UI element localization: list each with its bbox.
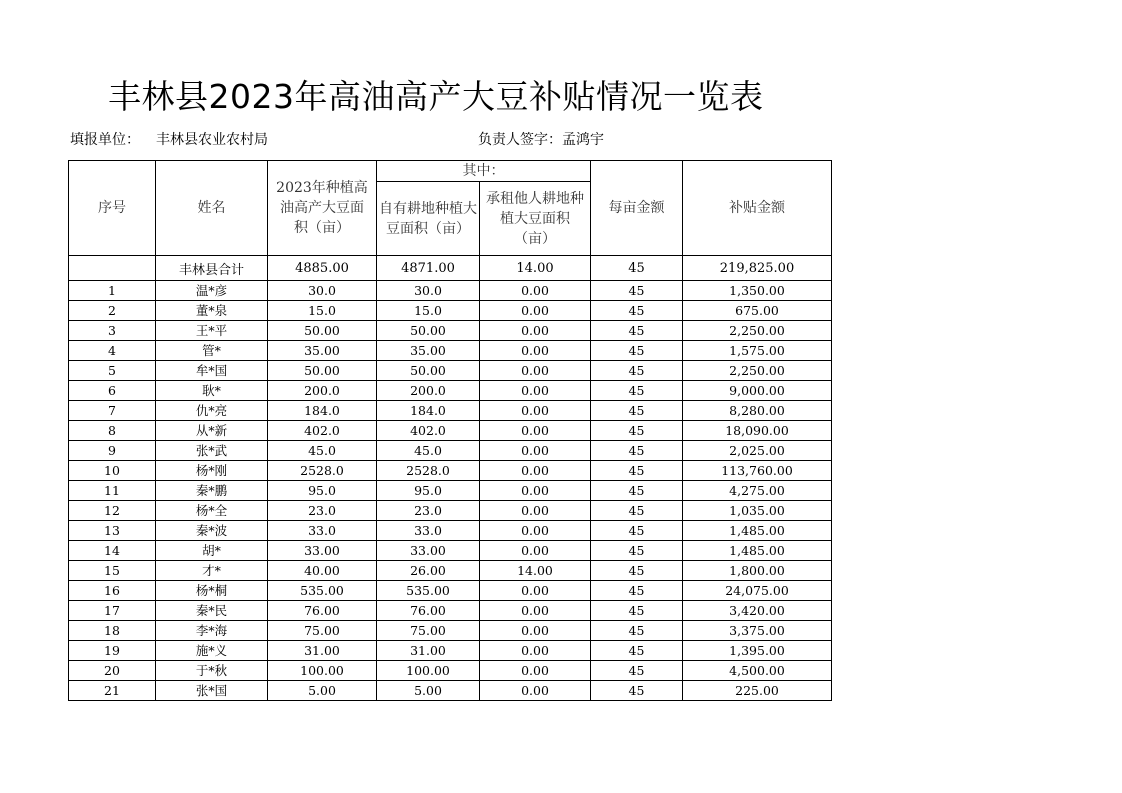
cell-seq: 14 (69, 541, 156, 561)
cell-per-mu: 45 (591, 321, 683, 341)
cell-seq: 13 (69, 521, 156, 541)
cell-own-area: 76.00 (377, 601, 480, 621)
cell-seq: 2 (69, 301, 156, 321)
cell-own-area: 100.00 (377, 661, 480, 681)
table-row (69, 661, 832, 681)
cell-subsidy: 2,250.00 (683, 321, 832, 341)
header-per-mu: 每亩金额 (591, 161, 683, 256)
cell-subsidy: 1,485.00 (683, 521, 832, 541)
cell-total-area: 30.0 (268, 281, 377, 301)
cell-total-area: 95.0 (268, 481, 377, 501)
cell-name: 秦*民 (156, 601, 268, 621)
cell-total-area: 23.0 (268, 501, 377, 521)
cell-own-area: 26.00 (377, 561, 480, 581)
cell-per-mu: 45 (591, 641, 683, 661)
cell-per-mu: 45 (591, 341, 683, 361)
cell-name: 秦*鹏 (156, 481, 268, 501)
cell-rented-area: 0.00 (480, 301, 591, 321)
cell-seq: 6 (69, 381, 156, 401)
cell-own-area: 200.0 (377, 381, 480, 401)
cell-total-area: 33.0 (268, 521, 377, 541)
cell-rented-area: 0.00 (480, 681, 591, 701)
cell-per-mu: 45 (591, 661, 683, 681)
cell-subsidy: 4,275.00 (683, 481, 832, 501)
cell-own-area: 33.00 (377, 541, 480, 561)
table-row (69, 501, 832, 521)
cell-name: 杨*桐 (156, 581, 268, 601)
cell-own-area: 15.0 (377, 301, 480, 321)
cell-subsidy: 1,485.00 (683, 541, 832, 561)
table-row (69, 461, 832, 481)
cell-subsidy: 1,575.00 (683, 341, 832, 361)
cell-subsidy: 1,800.00 (683, 561, 832, 581)
cell-per-mu: 45 (591, 441, 683, 461)
total-own-area: 4871.00 (377, 256, 480, 281)
cell-name: 从*新 (156, 421, 268, 441)
table-row (69, 361, 832, 381)
cell-total-area: 15.0 (268, 301, 377, 321)
cell-seq: 20 (69, 661, 156, 681)
cell-per-mu: 45 (591, 501, 683, 521)
cell-subsidy: 1,395.00 (683, 641, 832, 661)
cell-subsidy: 9,000.00 (683, 381, 832, 401)
cell-seq: 18 (69, 621, 156, 641)
cell-own-area: 184.0 (377, 401, 480, 421)
cell-name: 秦*波 (156, 521, 268, 541)
cell-name: 董*泉 (156, 301, 268, 321)
cell-total-area: 31.00 (268, 641, 377, 661)
table-row (69, 381, 832, 401)
cell-total-area: 200.0 (268, 381, 377, 401)
cell-per-mu: 45 (591, 361, 683, 381)
cell-own-area: 23.0 (377, 501, 480, 521)
cell-seq: 16 (69, 581, 156, 601)
cell-total-area: 40.00 (268, 561, 377, 581)
cell-subsidy: 1,035.00 (683, 501, 832, 521)
cell-rented-area: 0.00 (480, 281, 591, 301)
cell-rented-area: 0.00 (480, 421, 591, 441)
reporting-unit-label: 填报单位： (70, 132, 140, 148)
cell-seq: 8 (69, 421, 156, 441)
reporting-unit-value: 丰林县农业农村局 (156, 132, 268, 148)
cell-total-area: 45.0 (268, 441, 377, 461)
cell-total-area: 35.00 (268, 341, 377, 361)
cell-rented-area: 0.00 (480, 341, 591, 361)
table-row (69, 541, 832, 561)
cell-name: 仇*亮 (156, 401, 268, 421)
cell-per-mu: 45 (591, 301, 683, 321)
cell-rented-area: 0.00 (480, 541, 591, 561)
table-row (69, 621, 832, 641)
cell-per-mu: 45 (591, 421, 683, 441)
total-row (69, 256, 832, 281)
header-rented-area-text: 承租他人耕地种植大豆面积（亩） (486, 190, 584, 247)
cell-subsidy: 675.00 (683, 301, 832, 321)
table-row (69, 341, 832, 361)
total-rented-area: 14.00 (480, 256, 591, 281)
header-own-area-text: 自有耕地种植大豆面积（亩） (379, 200, 477, 237)
cell-name: 耿* (156, 381, 268, 401)
cell-subsidy: 1,350.00 (683, 281, 832, 301)
table-row (69, 681, 832, 701)
cell-per-mu: 45 (591, 541, 683, 561)
cell-own-area: 35.00 (377, 341, 480, 361)
table-row (69, 321, 832, 341)
cell-per-mu: 45 (591, 601, 683, 621)
cell-seq: 15 (69, 561, 156, 581)
header-rented-area (480, 182, 591, 256)
cell-total-area: 184.0 (268, 401, 377, 421)
cell-seq: 11 (69, 481, 156, 501)
cell-seq: 5 (69, 361, 156, 381)
cell-subsidy: 225.00 (683, 681, 832, 701)
total-per-mu: 45 (591, 256, 683, 281)
header-name: 姓名 (156, 161, 268, 256)
cell-per-mu: 45 (591, 681, 683, 701)
cell-own-area: 75.00 (377, 621, 480, 641)
cell-seq: 3 (69, 321, 156, 341)
cell-seq: 1 (69, 281, 156, 301)
cell-rented-area: 0.00 (480, 381, 591, 401)
subsidy-table (68, 160, 832, 701)
header-subsidy: 补贴金额 (683, 161, 832, 256)
total-label: 丰林县合计 (156, 256, 268, 281)
cell-rented-area: 0.00 (480, 481, 591, 501)
table-row (69, 301, 832, 321)
cell-per-mu: 45 (591, 381, 683, 401)
cell-name: 杨*全 (156, 501, 268, 521)
cell-name: 胡* (156, 541, 268, 561)
cell-per-mu: 45 (591, 561, 683, 581)
cell-subsidy: 24,075.00 (683, 581, 832, 601)
header-own-area (377, 182, 480, 256)
cell-seq: 17 (69, 601, 156, 621)
cell-name: 于*秋 (156, 661, 268, 681)
table-row (69, 281, 832, 301)
cell-seq: 10 (69, 461, 156, 481)
cell-name: 才* (156, 561, 268, 581)
cell-rented-area: 0.00 (480, 581, 591, 601)
cell-subsidy: 2,250.00 (683, 361, 832, 381)
cell-subsidy: 4,500.00 (683, 661, 832, 681)
cell-seq: 7 (69, 401, 156, 421)
cell-subsidy: 18,090.00 (683, 421, 832, 441)
cell-subsidy: 3,375.00 (683, 621, 832, 641)
signature-label: 负责人签字： (478, 132, 562, 148)
header-seq: 序号 (69, 161, 156, 256)
table-row (69, 641, 832, 661)
table-row (69, 561, 832, 581)
responsible-person-signature (478, 130, 604, 150)
cell-seq: 9 (69, 441, 156, 461)
cell-seq: 12 (69, 501, 156, 521)
cell-per-mu: 45 (591, 281, 683, 301)
cell-own-area: 50.00 (377, 361, 480, 381)
cell-total-area: 2528.0 (268, 461, 377, 481)
cell-own-area: 535.00 (377, 581, 480, 601)
table-row (69, 421, 832, 441)
cell-rented-area: 0.00 (480, 501, 591, 521)
cell-name: 牟*国 (156, 361, 268, 381)
cell-own-area: 95.0 (377, 481, 480, 501)
cell-rented-area: 0.00 (480, 361, 591, 381)
cell-own-area: 2528.0 (377, 461, 480, 481)
cell-per-mu: 45 (591, 481, 683, 501)
cell-seq: 4 (69, 341, 156, 361)
cell-per-mu: 45 (591, 461, 683, 481)
cell-rented-area: 0.00 (480, 621, 591, 641)
cell-total-area: 75.00 (268, 621, 377, 641)
cell-total-area: 50.00 (268, 361, 377, 381)
cell-name: 王*平 (156, 321, 268, 341)
cell-rented-area: 0.00 (480, 401, 591, 421)
cell-rented-area: 0.00 (480, 461, 591, 481)
cell-rented-area: 0.00 (480, 601, 591, 621)
cell-subsidy: 3,420.00 (683, 601, 832, 621)
page-title: 丰林县2023年高油高产大豆补贴情况一览表 (108, 77, 764, 116)
table-row (69, 441, 832, 461)
cell-own-area: 402.0 (377, 421, 480, 441)
cell-name: 杨*刚 (156, 461, 268, 481)
cell-rented-area: 0.00 (480, 661, 591, 681)
cell-rented-area: 0.00 (480, 521, 591, 541)
cell-name: 施*义 (156, 641, 268, 661)
cell-name: 温*彦 (156, 281, 268, 301)
cell-own-area: 31.00 (377, 641, 480, 661)
cell-rented-area: 0.00 (480, 441, 591, 461)
cell-own-area: 30.0 (377, 281, 480, 301)
total-total-area: 4885.00 (268, 256, 377, 281)
total-seq (69, 256, 156, 281)
cell-own-area: 5.00 (377, 681, 480, 701)
cell-per-mu: 45 (591, 521, 683, 541)
header-total-area-text: 2023年种植高油高产大豆面积（亩） (276, 180, 368, 236)
table-row (69, 481, 832, 501)
header-group: 其中： (377, 161, 591, 182)
total-subsidy: 219,825.00 (683, 256, 832, 281)
table-row (69, 401, 832, 421)
cell-name: 管* (156, 341, 268, 361)
cell-total-area: 402.0 (268, 421, 377, 441)
cell-total-area: 50.00 (268, 321, 377, 341)
cell-total-area: 100.00 (268, 661, 377, 681)
cell-own-area: 50.00 (377, 321, 480, 341)
cell-subsidy: 8,280.00 (683, 401, 832, 421)
table-row (69, 521, 832, 541)
cell-seq: 21 (69, 681, 156, 701)
cell-per-mu: 45 (591, 581, 683, 601)
cell-seq: 19 (69, 641, 156, 661)
cell-rented-area: 0.00 (480, 321, 591, 341)
header-total-area (268, 161, 377, 256)
cell-total-area: 33.00 (268, 541, 377, 561)
cell-name: 张*国 (156, 681, 268, 701)
cell-subsidy: 2,025.00 (683, 441, 832, 461)
cell-per-mu: 45 (591, 401, 683, 421)
cell-per-mu: 45 (591, 621, 683, 641)
table-row (69, 601, 832, 621)
cell-name: 李*海 (156, 621, 268, 641)
cell-rented-area: 14.00 (480, 561, 591, 581)
table-row (69, 581, 832, 601)
cell-own-area: 45.0 (377, 441, 480, 461)
cell-subsidy: 113,760.00 (683, 461, 832, 481)
signature-value: 孟鸿宇 (562, 132, 604, 148)
cell-total-area: 535.00 (268, 581, 377, 601)
cell-total-area: 5.00 (268, 681, 377, 701)
cell-own-area: 33.0 (377, 521, 480, 541)
cell-total-area: 76.00 (268, 601, 377, 621)
cell-name: 张*武 (156, 441, 268, 461)
cell-rented-area: 0.00 (480, 641, 591, 661)
